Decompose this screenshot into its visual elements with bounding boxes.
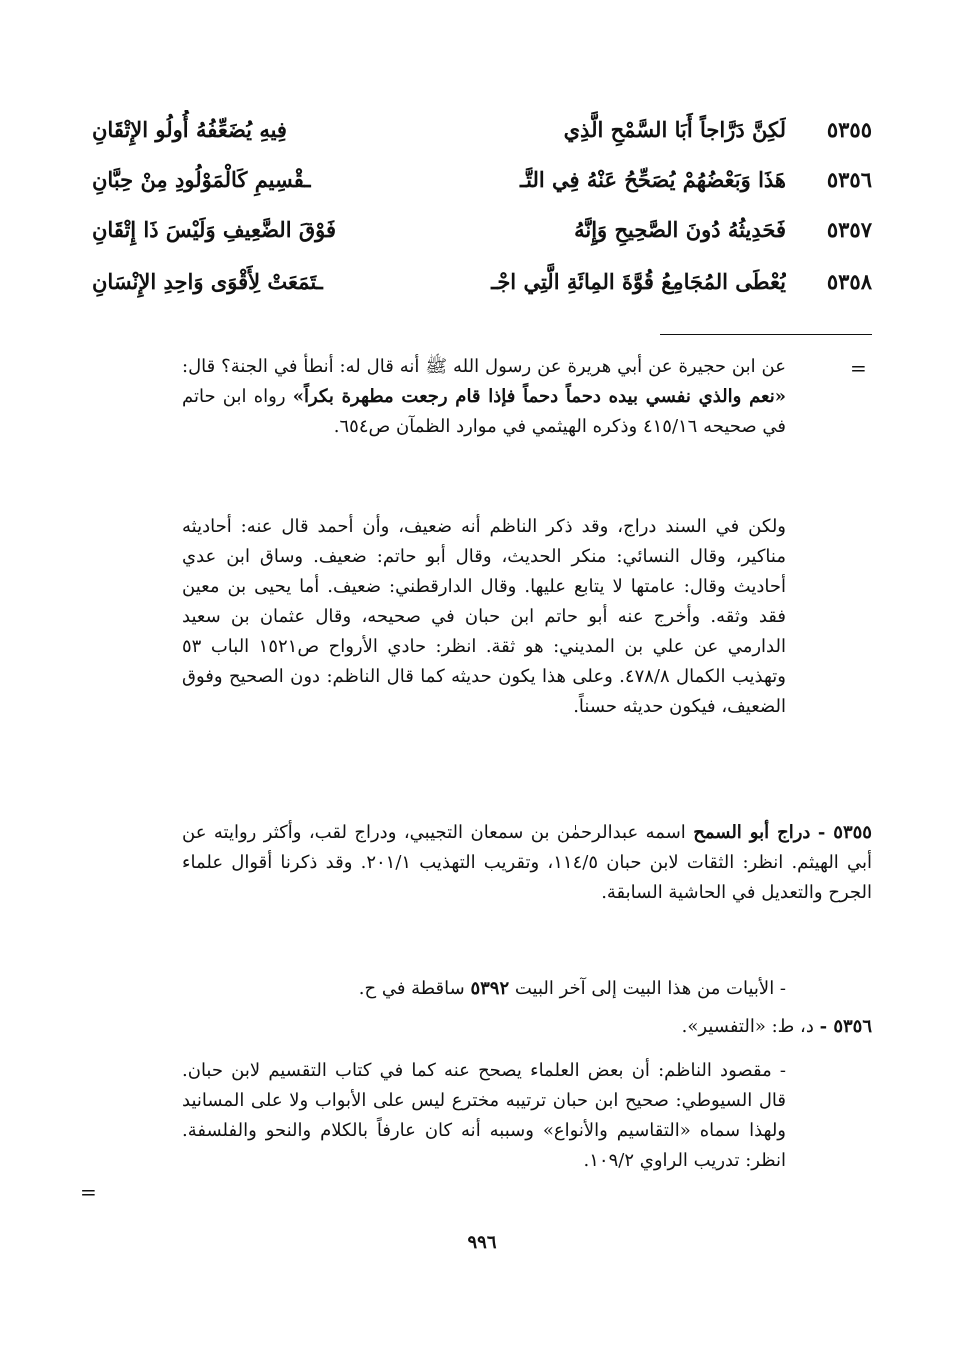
footnote-separator [660, 334, 872, 335]
verse-second-hemistich: ـقْسِيمِ كَالْمَوْلُودِ مِنْ حِبَّانِ [92, 167, 311, 192]
footnote-text: اسمه عبدالرحمٰن بن سمعان التجيبي، ودراج لقب، وأكثر روايته عن أبي الهيثم. انظر: الثقات لابن حبان ١١٤/٥، وتقريب التهذيب ٢٠١/١. وقد ذكرنا أقوال علماء الجرح والتعديل في الحاشية السابقة. [182, 822, 873, 903]
footnote-5355 [182, 818, 872, 908]
verse-reference: ٥٣٩٢ [470, 978, 510, 999]
verse-number: ٥٣٥٨ [826, 269, 872, 294]
footnote-number: ٥٣٥٥ - [817, 822, 872, 843]
page-number: ٩٩٦ [467, 1232, 497, 1253]
verse-5355 [92, 110, 872, 150]
footnote-text: رواه ابن حاتم في صحيحه ٤١٥/١٦ وذكره الهيثمي في موارد الظمآن ص٦٥٤. [182, 386, 786, 437]
narrator-name: دراج أبو السمح [693, 822, 811, 843]
verse-number: ٥٣٥٧ [826, 217, 872, 242]
verse-number: ٥٣٥٥ [826, 117, 872, 142]
verse-5356 [92, 160, 872, 200]
verse-second-hemistich: فَوْقَ الضَّعِيفِ وَلَيْسَ ذَا إِتْقَانِ [92, 217, 337, 242]
verse-first-hemistich: هَذَا وَبَعْضُهُمْ يُصَحِّحُ عَنْهُ فِي التَّـ [519, 167, 786, 192]
footnote-text: ساقطة في ح. [358, 978, 471, 999]
continuation-mark-top: = [850, 356, 867, 380]
footnote-text: - الأبيات من هذا البيت إلى آخر البيت [509, 978, 786, 999]
verse-second-hemistich: ـتَمَعَتْ لِأَقْوَى وَاحِدِ الإِنْسَانِ [92, 269, 323, 294]
footnote-continued-paragraph-1 [182, 352, 786, 442]
verse-first-hemistich: يُعْطَى المُجَامِعُ قُوَّةَ المِائَةِ الَّتِي اجْـ [491, 269, 786, 294]
verse-second-hemistich: فِيهِ يُضَعِّفُهُ أُولُو الإِتْقَانِ [92, 117, 287, 142]
verse-first-hemistich: فَحَدِيثُهُ دُونَ الصَّحِيحِ وَإِنَّهُ [574, 217, 786, 242]
verse-number: ٥٣٥٦ [826, 167, 872, 192]
footnote-number: ٥٣٥٦ - [819, 1016, 872, 1037]
verse-5358 [92, 262, 872, 302]
footnote-5356-sub: - مقصود الناظم: أن بعض العلماء يصحح عنه كما في كتاب التقسيم لابن حبان. قال السيوطي: صحيح ابن حبان ترتيبه مخترع ليس على الأبواب ولا على المسانيد ولهذا سماه «التقاسيم والأنواع» وسببه أنه كان عارفاً بالكلام والنحو والفلسفة. انظر: تدريب الراوي ١٠٩/٢. [182, 1060, 786, 1171]
footnote-5355-sub [182, 974, 786, 1004]
footnote-5356 [182, 1012, 872, 1042]
hadith-quote: «نعم والذي نفسي بيده دحماً دحماً فإذا قام رجعت مطهرة بكراً» [292, 386, 787, 407]
footnote-continued-paragraph-2: ولكن في السند دراج، وقد ذكر الناظم أنه ضعيف، وأن أحمد قال عنه: أحاديثه مناكير، وقال النسائي: منكر الحديث، وقال أبو حاتم: ضعيف. وساق ابن عدي أحاديث وقال: عامتها لا يتابع عليها. وقال الدارقطني: ضعيف. أما يحيى بن معين فقد وثقه. وأخرج عنه أبو حاتم ابن حبان في صحيحه، وقال عثمان بن سعيد الدارمي عن علي بن المديني: هو ثقة. انظر: حادي الأرواح ص١٥٢١ الباب ٥٣ وتهذيب الكمال ٤٧٨/٨. وعلى هذا يكون حديثه كما قال الناظم: دون الصحيح وفوق الضعيف، فيكون حديثه حسناً. [182, 516, 786, 717]
continuation-mark-bottom: = [80, 1180, 97, 1204]
verse-first-hemistich: لَكِنَّ دَرَّاجاً أَبَا السَّمْحِ الَّذِي [563, 117, 786, 142]
footnote-text: د، ط: «التفسير». [681, 1016, 814, 1037]
verse-5357 [92, 210, 872, 250]
footnote-text: عن ابن حجيرة عن أبي هريرة عن رسول الله ﷺ أنه قال له: أنطأ في الجنة؟ قال: [182, 356, 786, 377]
